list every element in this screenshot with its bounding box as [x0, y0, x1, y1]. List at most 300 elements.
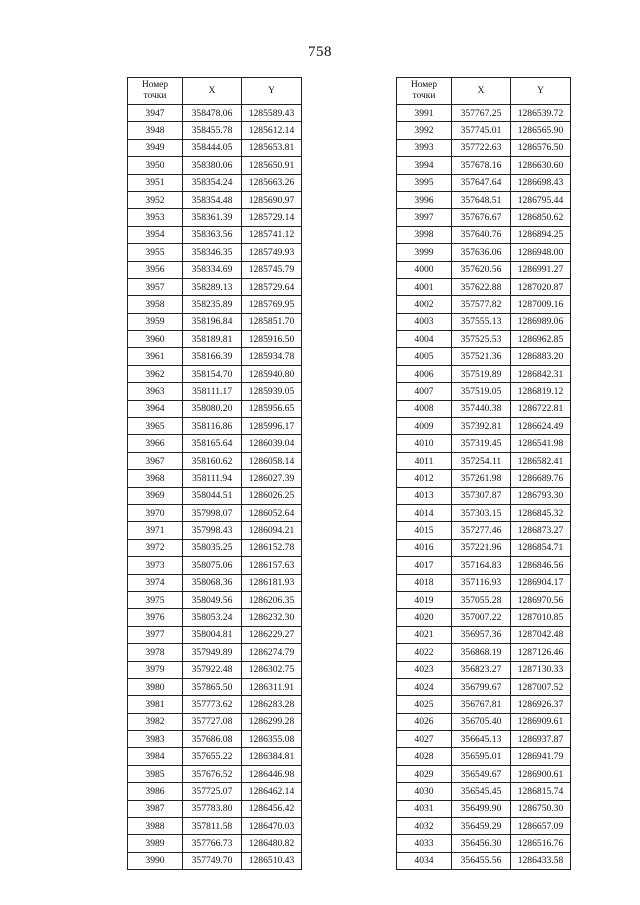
table-row	[128, 609, 302, 626]
table-row	[128, 313, 302, 330]
point-number-cell: 4007	[397, 383, 452, 400]
y-coordinate-cell: 1285653.81	[242, 139, 302, 156]
y-coordinate-cell: 1285851.70	[242, 313, 302, 330]
x-coordinate-cell: 357949.89	[183, 644, 242, 661]
point-number-cell: 4017	[397, 557, 452, 574]
table-row	[397, 331, 571, 348]
y-coordinate-cell: 1286941.79	[511, 748, 571, 765]
point-number-cell: 4019	[397, 591, 452, 608]
table-row	[397, 348, 571, 365]
y-coordinate-cell: 1286815.74	[511, 783, 571, 800]
table-row	[397, 139, 571, 156]
point-number-cell: 3948	[128, 122, 183, 139]
table-row	[128, 574, 302, 591]
point-number-cell: 3955	[128, 244, 183, 261]
table-row	[128, 157, 302, 174]
x-coordinate-cell: 356545.45	[452, 783, 511, 800]
point-number-cell: 3994	[397, 157, 452, 174]
y-coordinate-cell: 1286624.49	[511, 418, 571, 435]
y-coordinate-cell: 1286157.63	[242, 557, 302, 574]
y-coordinate-cell: 1286299.28	[242, 713, 302, 730]
table-row	[397, 591, 571, 608]
x-coordinate-cell: 357745.01	[452, 122, 511, 139]
x-coordinate-cell: 357655.22	[183, 748, 242, 765]
table-row	[128, 626, 302, 643]
x-coordinate-cell: 357525.53	[452, 331, 511, 348]
x-coordinate-cell: 357811.58	[183, 818, 242, 835]
point-number-cell: 3968	[128, 470, 183, 487]
point-number-cell: 4033	[397, 835, 452, 852]
point-number-cell: 3979	[128, 661, 183, 678]
point-number-cell: 4009	[397, 418, 452, 435]
table-row	[397, 765, 571, 782]
table-row	[397, 244, 571, 261]
x-coordinate-cell: 357254.11	[452, 452, 511, 469]
y-coordinate-cell: 1286909.61	[511, 713, 571, 730]
table-row	[128, 731, 302, 748]
point-number-cell: 4028	[397, 748, 452, 765]
x-coordinate-cell: 357676.52	[183, 765, 242, 782]
point-number-cell: 4026	[397, 713, 452, 730]
y-coordinate-cell: 1286873.27	[511, 522, 571, 539]
y-coordinate-cell: 1287010.85	[511, 609, 571, 626]
table-row	[397, 748, 571, 765]
point-number-cell: 4013	[397, 487, 452, 504]
table-row	[128, 296, 302, 313]
x-coordinate-cell: 357647.64	[452, 174, 511, 191]
x-coordinate-cell: 357392.81	[452, 418, 511, 435]
table-row	[128, 713, 302, 730]
y-coordinate-cell: 1286274.79	[242, 644, 302, 661]
x-coordinate-cell: 358075.06	[183, 557, 242, 574]
x-coordinate-cell: 357555.13	[452, 313, 511, 330]
table-row	[397, 191, 571, 208]
x-coordinate-cell: 357783.80	[183, 800, 242, 817]
table-row	[397, 226, 571, 243]
table-row	[128, 365, 302, 382]
header-point-number-line1: Номер	[410, 80, 438, 90]
table-row	[128, 174, 302, 191]
x-coordinate-cell: 356799.67	[452, 678, 511, 695]
table-row	[397, 105, 571, 122]
point-number-cell: 3981	[128, 696, 183, 713]
x-coordinate-cell: 357678.16	[452, 157, 511, 174]
point-number-cell: 4023	[397, 661, 452, 678]
y-coordinate-cell: 1286657.09	[511, 818, 571, 835]
table-row	[397, 731, 571, 748]
table-row	[397, 800, 571, 817]
point-number-cell: 3958	[128, 296, 183, 313]
point-number-cell: 3989	[128, 835, 183, 852]
y-coordinate-cell: 1285663.26	[242, 174, 302, 191]
y-coordinate-cell: 1285956.65	[242, 400, 302, 417]
x-coordinate-cell: 356456.30	[452, 835, 511, 852]
point-number-cell: 4018	[397, 574, 452, 591]
x-coordinate-cell: 357727.08	[183, 713, 242, 730]
y-coordinate-cell: 1287042.48	[511, 626, 571, 643]
point-number-cell: 4008	[397, 400, 452, 417]
point-number-cell: 3970	[128, 504, 183, 521]
table-row	[397, 504, 571, 521]
y-coordinate-cell: 1286962.85	[511, 331, 571, 348]
table-row	[397, 539, 571, 556]
table-row	[128, 522, 302, 539]
x-coordinate-cell: 356455.56	[452, 852, 511, 869]
y-coordinate-cell: 1287130.33	[511, 661, 571, 678]
table-row	[397, 626, 571, 643]
x-coordinate-cell: 356823.27	[452, 661, 511, 678]
y-coordinate-cell: 1286229.27	[242, 626, 302, 643]
point-number-cell: 3959	[128, 313, 183, 330]
header-point-number-line2: точки	[412, 91, 436, 101]
x-coordinate-cell: 357055.28	[452, 591, 511, 608]
y-coordinate-cell: 1286900.61	[511, 765, 571, 782]
x-coordinate-cell: 357440.38	[452, 400, 511, 417]
coordinates-table-left	[127, 77, 302, 870]
point-number-cell: 3950	[128, 157, 183, 174]
y-coordinate-cell: 1286842.31	[511, 365, 571, 382]
table-row	[397, 470, 571, 487]
y-coordinate-cell: 1286854.71	[511, 539, 571, 556]
point-number-cell: 3973	[128, 557, 183, 574]
table-body-right	[397, 105, 571, 870]
point-number-cell: 4020	[397, 609, 452, 626]
x-coordinate-cell: 357648.51	[452, 191, 511, 208]
table-row	[128, 696, 302, 713]
table-row	[397, 383, 571, 400]
y-coordinate-cell: 1286819.12	[511, 383, 571, 400]
point-number-cell: 3993	[397, 139, 452, 156]
header-point-number-line1: Номер	[141, 80, 169, 90]
table-row	[128, 678, 302, 695]
x-coordinate-cell: 358154.70	[183, 365, 242, 382]
y-coordinate-cell: 1287007.52	[511, 678, 571, 695]
header-x: X	[452, 78, 511, 105]
x-coordinate-cell: 357277.46	[452, 522, 511, 539]
x-coordinate-cell: 358049.56	[183, 591, 242, 608]
y-coordinate-cell: 1286948.00	[511, 244, 571, 261]
x-coordinate-cell: 357319.45	[452, 435, 511, 452]
table-row	[397, 661, 571, 678]
y-coordinate-cell: 1286991.27	[511, 261, 571, 278]
y-coordinate-cell: 1286894.25	[511, 226, 571, 243]
point-number-cell: 4010	[397, 435, 452, 452]
table-row	[397, 696, 571, 713]
table-row	[397, 644, 571, 661]
table-row	[128, 852, 302, 869]
x-coordinate-cell: 358235.89	[183, 296, 242, 313]
point-number-cell: 3949	[128, 139, 183, 156]
y-coordinate-cell: 1285690.97	[242, 191, 302, 208]
table-row	[128, 452, 302, 469]
point-number-cell: 4021	[397, 626, 452, 643]
table-row	[397, 487, 571, 504]
point-number-cell: 4000	[397, 261, 452, 278]
point-number-cell: 4024	[397, 678, 452, 695]
point-number-cell: 3996	[397, 191, 452, 208]
x-coordinate-cell: 357620.56	[452, 261, 511, 278]
y-coordinate-cell: 1285729.14	[242, 209, 302, 226]
y-coordinate-cell: 1285741.12	[242, 226, 302, 243]
table-row	[128, 748, 302, 765]
point-number-cell: 3953	[128, 209, 183, 226]
y-coordinate-cell: 1286462.14	[242, 783, 302, 800]
point-number-cell: 3960	[128, 331, 183, 348]
table-row	[128, 835, 302, 852]
header-y: Y	[511, 78, 571, 105]
table-row	[128, 487, 302, 504]
x-coordinate-cell: 357766.73	[183, 835, 242, 852]
y-coordinate-cell: 1286058.14	[242, 452, 302, 469]
x-coordinate-cell: 358354.48	[183, 191, 242, 208]
point-number-cell: 3952	[128, 191, 183, 208]
x-coordinate-cell: 357773.62	[183, 696, 242, 713]
header-y: Y	[242, 78, 302, 105]
header-point-number-line2: точки	[143, 91, 167, 101]
y-coordinate-cell: 1286206.35	[242, 591, 302, 608]
table-row	[397, 574, 571, 591]
table-row	[128, 818, 302, 835]
point-number-cell: 3983	[128, 731, 183, 748]
point-number-cell: 3966	[128, 435, 183, 452]
table-row	[128, 139, 302, 156]
y-coordinate-cell: 1286576.50	[511, 139, 571, 156]
x-coordinate-cell: 356459.29	[452, 818, 511, 835]
y-coordinate-cell: 1285650.91	[242, 157, 302, 174]
x-coordinate-cell: 357686.08	[183, 731, 242, 748]
point-number-cell: 3978	[128, 644, 183, 661]
y-coordinate-cell: 1285939.05	[242, 383, 302, 400]
point-number-cell: 3974	[128, 574, 183, 591]
table-row	[397, 783, 571, 800]
x-coordinate-cell: 357519.05	[452, 383, 511, 400]
x-coordinate-cell: 358189.81	[183, 331, 242, 348]
y-coordinate-cell: 1286480.82	[242, 835, 302, 852]
y-coordinate-cell: 1286630.60	[511, 157, 571, 174]
y-coordinate-cell: 1286845.32	[511, 504, 571, 521]
table-row	[128, 383, 302, 400]
point-number-cell: 3984	[128, 748, 183, 765]
y-coordinate-cell: 1286152.78	[242, 539, 302, 556]
x-coordinate-cell: 358478.06	[183, 105, 242, 122]
point-number-cell: 4029	[397, 765, 452, 782]
x-coordinate-cell: 357007.22	[452, 609, 511, 626]
y-coordinate-cell: 1286446.98	[242, 765, 302, 782]
table-row	[397, 122, 571, 139]
point-number-cell: 4005	[397, 348, 452, 365]
x-coordinate-cell: 358380.06	[183, 157, 242, 174]
x-coordinate-cell: 358196.84	[183, 313, 242, 330]
table-row	[128, 765, 302, 782]
x-coordinate-cell: 357725.07	[183, 783, 242, 800]
y-coordinate-cell: 1286565.90	[511, 122, 571, 139]
point-number-cell: 4015	[397, 522, 452, 539]
point-number-cell: 3956	[128, 261, 183, 278]
point-number-cell: 3976	[128, 609, 183, 626]
y-coordinate-cell: 1286541.98	[511, 435, 571, 452]
point-number-cell: 4002	[397, 296, 452, 313]
table-row	[128, 278, 302, 295]
x-coordinate-cell: 358111.17	[183, 383, 242, 400]
point-number-cell: 3972	[128, 539, 183, 556]
point-number-cell: 4016	[397, 539, 452, 556]
x-coordinate-cell: 358044.51	[183, 487, 242, 504]
y-coordinate-cell: 1285996.17	[242, 418, 302, 435]
point-number-cell: 3962	[128, 365, 183, 382]
table-row	[128, 504, 302, 521]
point-number-cell: 4025	[397, 696, 452, 713]
table-row	[397, 278, 571, 295]
point-number-cell: 3957	[128, 278, 183, 295]
point-number-cell: 3990	[128, 852, 183, 869]
x-coordinate-cell: 358346.35	[183, 244, 242, 261]
x-coordinate-cell: 357221.96	[452, 539, 511, 556]
point-number-cell: 3963	[128, 383, 183, 400]
table-row	[397, 313, 571, 330]
x-coordinate-cell: 358068.36	[183, 574, 242, 591]
y-coordinate-cell: 1286027.39	[242, 470, 302, 487]
y-coordinate-cell: 1285745.79	[242, 261, 302, 278]
y-coordinate-cell: 1285940.80	[242, 365, 302, 382]
point-number-cell: 3992	[397, 122, 452, 139]
table-row	[397, 452, 571, 469]
point-number-cell: 3951	[128, 174, 183, 191]
point-number-cell: 4027	[397, 731, 452, 748]
y-coordinate-cell: 1286510.43	[242, 852, 302, 869]
point-number-cell: 4011	[397, 452, 452, 469]
point-number-cell: 3971	[128, 522, 183, 539]
y-coordinate-cell: 1286311.91	[242, 678, 302, 695]
y-coordinate-cell: 1285934.78	[242, 348, 302, 365]
y-coordinate-cell: 1286722.81	[511, 400, 571, 417]
point-number-cell: 3991	[397, 105, 452, 122]
table-row	[397, 522, 571, 539]
y-coordinate-cell: 1286232.30	[242, 609, 302, 626]
x-coordinate-cell: 358035.25	[183, 539, 242, 556]
x-coordinate-cell: 357577.82	[452, 296, 511, 313]
y-coordinate-cell: 1286456.42	[242, 800, 302, 817]
x-coordinate-cell: 357998.07	[183, 504, 242, 521]
table-row	[128, 348, 302, 365]
y-coordinate-cell: 1286470.03	[242, 818, 302, 835]
x-coordinate-cell: 358116.86	[183, 418, 242, 435]
table-row	[397, 418, 571, 435]
point-number-cell: 4030	[397, 783, 452, 800]
y-coordinate-cell: 1286181.93	[242, 574, 302, 591]
x-coordinate-cell: 356868.19	[452, 644, 511, 661]
x-coordinate-cell: 358166.39	[183, 348, 242, 365]
coordinates-table-right	[396, 77, 571, 870]
table-row	[397, 157, 571, 174]
y-coordinate-cell: 1285729.64	[242, 278, 302, 295]
y-coordinate-cell: 1286539.72	[511, 105, 571, 122]
table-row	[128, 539, 302, 556]
x-coordinate-cell: 357676.67	[452, 209, 511, 226]
table-row	[397, 209, 571, 226]
y-coordinate-cell: 1286689.76	[511, 470, 571, 487]
y-coordinate-cell: 1286698.43	[511, 174, 571, 191]
y-coordinate-cell: 1286883.20	[511, 348, 571, 365]
y-coordinate-cell: 1286302.75	[242, 661, 302, 678]
point-number-cell: 3982	[128, 713, 183, 730]
point-number-cell: 3964	[128, 400, 183, 417]
table-row	[128, 591, 302, 608]
x-coordinate-cell: 357116.93	[452, 574, 511, 591]
table-row	[128, 800, 302, 817]
table-row	[397, 818, 571, 835]
table-row	[128, 244, 302, 261]
x-coordinate-cell: 357521.36	[452, 348, 511, 365]
table-row	[397, 835, 571, 852]
table-row	[397, 400, 571, 417]
x-coordinate-cell: 356595.01	[452, 748, 511, 765]
table-row	[128, 400, 302, 417]
x-coordinate-cell: 357922.48	[183, 661, 242, 678]
x-coordinate-cell: 358080.20	[183, 400, 242, 417]
table-row	[397, 557, 571, 574]
y-coordinate-cell: 1286516.76	[511, 835, 571, 852]
table-row	[128, 209, 302, 226]
point-number-cell: 3995	[397, 174, 452, 191]
table-row	[128, 122, 302, 139]
y-coordinate-cell: 1286026.25	[242, 487, 302, 504]
x-coordinate-cell: 357261.98	[452, 470, 511, 487]
y-coordinate-cell: 1286846.56	[511, 557, 571, 574]
header-point-number	[397, 78, 452, 105]
x-coordinate-cell: 358361.39	[183, 209, 242, 226]
x-coordinate-cell: 358289.13	[183, 278, 242, 295]
x-coordinate-cell: 357767.25	[452, 105, 511, 122]
x-coordinate-cell: 357722.63	[452, 139, 511, 156]
x-coordinate-cell: 357636.06	[452, 244, 511, 261]
table-row	[128, 661, 302, 678]
y-coordinate-cell: 1286750.30	[511, 800, 571, 817]
x-coordinate-cell: 357164.83	[452, 557, 511, 574]
point-number-cell: 4006	[397, 365, 452, 382]
table-body-left	[128, 105, 302, 870]
y-coordinate-cell: 1286433.58	[511, 852, 571, 869]
table-row	[397, 296, 571, 313]
y-coordinate-cell: 1285916.50	[242, 331, 302, 348]
x-coordinate-cell: 358455.78	[183, 122, 242, 139]
point-number-cell: 3988	[128, 818, 183, 835]
y-coordinate-cell: 1286094.21	[242, 522, 302, 539]
x-coordinate-cell: 357998.43	[183, 522, 242, 539]
point-number-cell: 3987	[128, 800, 183, 817]
y-coordinate-cell: 1286926.37	[511, 696, 571, 713]
point-number-cell: 3969	[128, 487, 183, 504]
table-row	[128, 557, 302, 574]
table-row	[128, 105, 302, 122]
x-coordinate-cell: 358354.24	[183, 174, 242, 191]
table-header-row	[128, 78, 302, 105]
y-coordinate-cell: 1285589.43	[242, 105, 302, 122]
table-row	[128, 783, 302, 800]
y-coordinate-cell: 1287126.46	[511, 644, 571, 661]
y-coordinate-cell: 1285749.93	[242, 244, 302, 261]
point-number-cell: 4003	[397, 313, 452, 330]
table-row	[128, 435, 302, 452]
point-number-cell: 3998	[397, 226, 452, 243]
point-number-cell: 4001	[397, 278, 452, 295]
header-point-number	[128, 78, 183, 105]
page-number: 758	[308, 44, 332, 60]
x-coordinate-cell: 358111.94	[183, 470, 242, 487]
y-coordinate-cell: 1285769.95	[242, 296, 302, 313]
point-number-cell: 3985	[128, 765, 183, 782]
table-row	[397, 174, 571, 191]
y-coordinate-cell: 1286970.56	[511, 591, 571, 608]
